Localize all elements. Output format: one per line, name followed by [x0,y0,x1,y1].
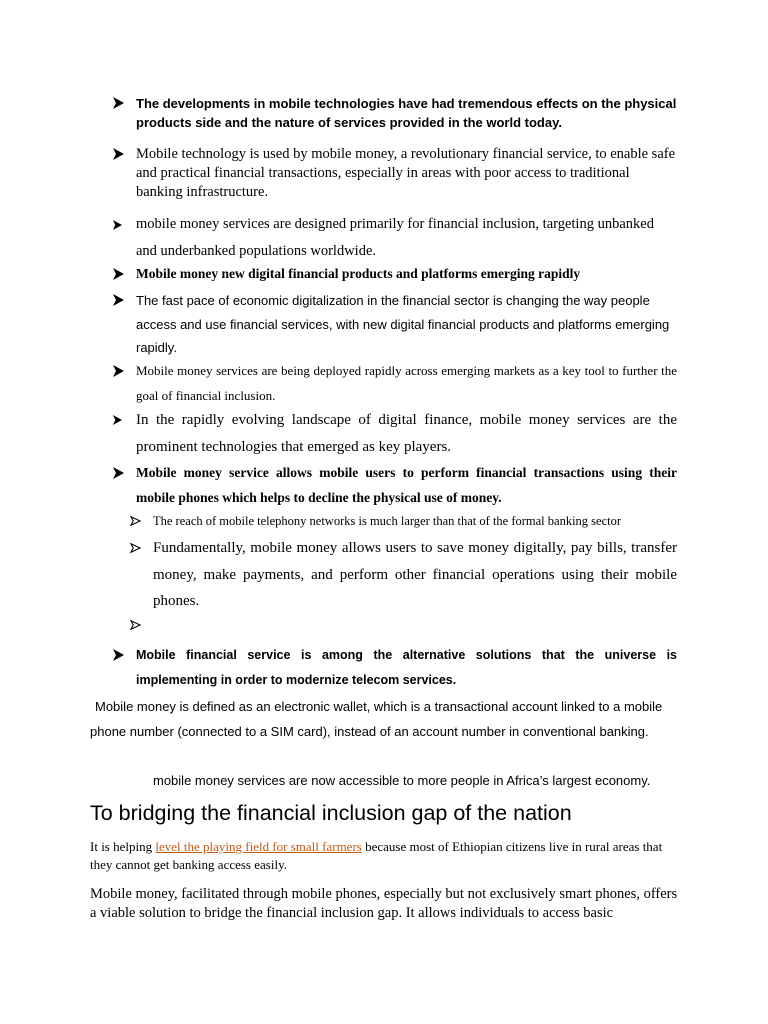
section-heading: To bridging the financial inclusion gap of the nation [90,801,572,825]
arrow-bullet-icon [112,211,136,230]
bullet-text: The reach of mobile telephony networks is much larger than that of the formal banking sector [153,514,622,528]
hollow-arrow-bullet-icon [130,617,153,630]
arrow-bullet-icon [112,265,136,280]
bullet-item [112,289,677,360]
arrow-bullet-icon [112,289,136,306]
small-farmers-link[interactable]: level the playing field for small farmers [155,839,362,854]
arrow-bullet-icon [112,94,136,109]
hollow-arrow-bullet-icon [130,512,153,526]
bullet-text: In the rapidly evolving landscape of digital finance, mobile money services are the prominent technologies that emerged as key players. [136,412,677,455]
bullet-item [112,461,677,510]
bullet-text: The fast pace of economic digitalization in the financial sector is changing the way people access and use financial services, with new digital financial products and platforms emerging rapidly. [136,293,670,355]
sub-bullet-item [130,617,677,630]
helping-text-before: It is helping [90,839,156,854]
bullet-text: Mobile technology is used by mobile money, a revolutionary financial service, to enable safe and practical financial transactions, especially in areas with poor access to traditional banking infrastructure. [136,146,676,200]
bullet-text: mobile money services are designed primarily for financial inclusion, targeting unbanked and underbanked populations worldwide. [136,216,654,259]
sub-bullet-item [130,535,677,615]
bullet-item [112,643,677,693]
closing-paragraph: Mobile money, facilitated through mobile phones, especially but not exclusively smart phones, offers a viable solution to bridge the financial inclusion gap. It allows individuals to access basic [90,886,678,921]
bullet-text: The developments in mobile technologies have had tremendous effects on the physical products side and the nature of services provided in the world today. [136,96,677,130]
bullet-text: Fundamentally, mobile money allows users to save money digitally, pay bills, transfer money, make payments, and perform other financial operations using their mobile phones. [153,540,677,609]
africa-paragraph: mobile money services are now accessible to more people in Africa’s largest economy. [153,773,651,788]
bullet-text: Mobile financial service is among the alternative solutions that the universe is implementing in order to modernize telecom services. [136,648,677,687]
helping-paragraph [90,838,680,874]
bullet-text: Mobile money service allows mobile users to perform financial transactions using their mobile phones which helps to decline the physical use of money. [136,465,677,505]
arrow-bullet-icon [112,643,136,661]
arrow-bullet-icon [112,461,136,479]
arrow-bullet-icon [112,359,136,377]
bullet-item [112,94,677,132]
bullet-item [112,145,677,202]
helping-text-after: because most of Ethiopian citizens live in rural areas that they cannot get banking access easily. [90,839,663,872]
arrow-bullet-icon [112,407,136,425]
sub-bullet-item [130,512,677,530]
bullet-item [112,265,677,283]
bullet-item [112,211,677,265]
bullet-text: Mobile money new digital financial products and platforms emerging rapidly [136,266,581,281]
bullet-item [112,407,677,460]
definition-paragraph: Mobile money is defined as an electronic wallet, which is a transactional account linked to a mobile phone number (connected to a SIM card), instead of an account number in conventional banking. [90,699,663,739]
arrow-bullet-icon [112,145,136,160]
bullet-text: Mobile money services are being deployed rapidly across emerging markets as a key tool to further the goal of financial inclusion. [136,363,677,403]
hollow-arrow-bullet-icon [130,535,153,553]
bullet-item [112,359,677,408]
